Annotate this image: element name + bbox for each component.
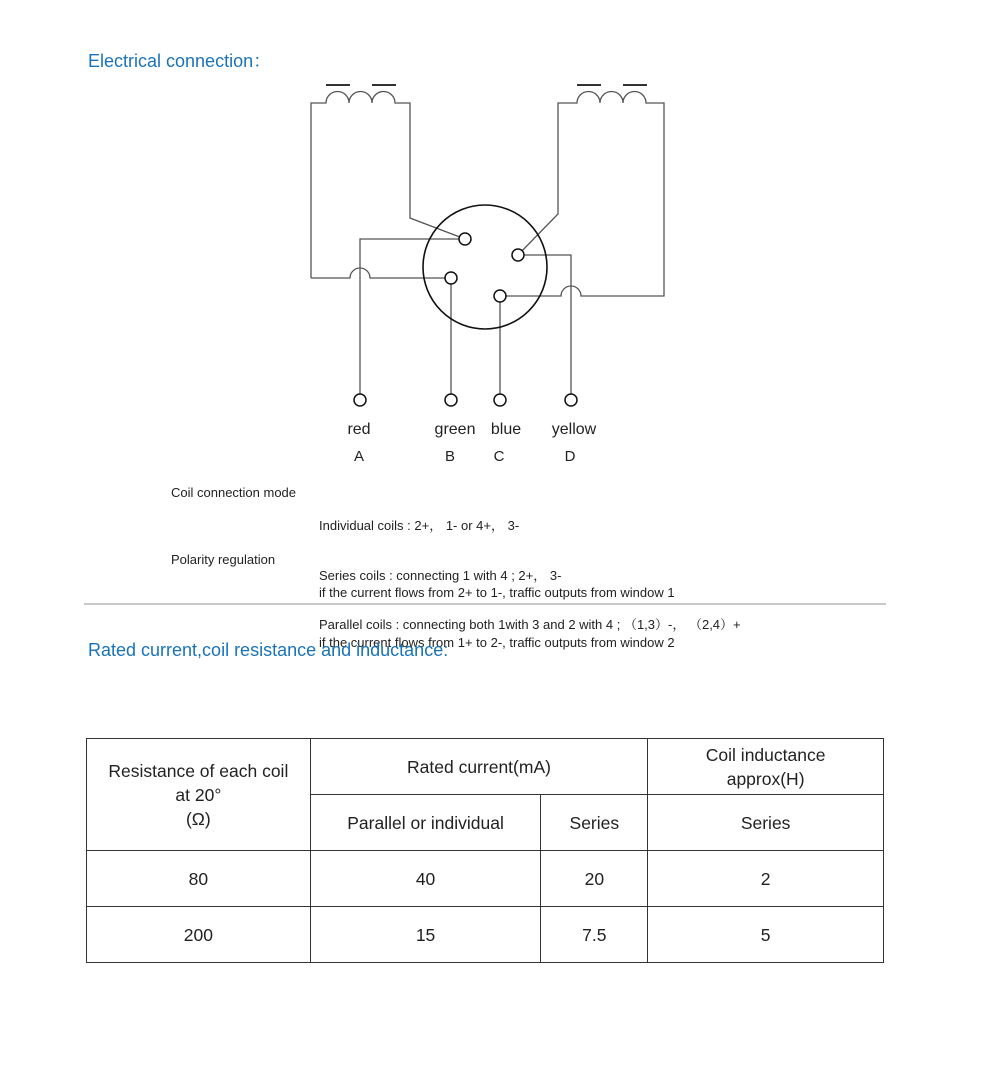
- coil-mode-line: Series coils : connecting 1 with 4 ; 2+， 3-: [319, 567, 562, 583]
- terminal-yellow-icon: [565, 394, 577, 406]
- pin-label-red: red: [347, 421, 371, 438]
- pin-label-blue: blue: [490, 421, 522, 438]
- pin-label-green: green: [434, 421, 476, 438]
- table-header-row: [87, 739, 884, 795]
- pin-1-icon: [459, 233, 471, 245]
- table-row: [87, 851, 884, 907]
- terminal-blue-icon: [494, 394, 506, 406]
- cell-series: 20: [541, 851, 648, 907]
- subheader-inductance-series: Series: [648, 795, 884, 851]
- subheader-parallel: Parallel or individual: [310, 795, 541, 851]
- coil-mode-line: Individual coils : 2+， 1- or 4+， 3-: [319, 518, 520, 533]
- pin-letter-a: A: [353, 448, 365, 465]
- pin-letter-b: B: [444, 448, 456, 465]
- cell-inductance: 5: [648, 907, 884, 963]
- polarity-line: if the current flows from 2+ to 1-, traffic outputs from window 1: [319, 585, 675, 600]
- cell-parallel: 40: [310, 851, 541, 907]
- header-resistance-line: Resistance of each coil: [108, 760, 289, 781]
- cell-inductance: 2: [648, 851, 884, 907]
- header-resistance-line: at 20°: [175, 784, 222, 805]
- connector-body-icon: [423, 205, 547, 329]
- pin-4-icon: [494, 290, 506, 302]
- header-inductance: [648, 739, 884, 795]
- cell-parallel: 15: [310, 907, 541, 963]
- header-resistance: [87, 739, 311, 851]
- table-row: [87, 907, 884, 963]
- section-title-electrical-connection: Electrical connection：: [88, 51, 272, 71]
- subheader-series: Series: [541, 795, 648, 851]
- cell-series: 7.5: [541, 907, 648, 963]
- polarity-regulation-label: Polarity regulation: [171, 552, 276, 567]
- coil-left-icon: [311, 85, 465, 278]
- coil-mode-line: Parallel coils : connecting both 1with 3 and 2 with 4 ; （1,3）-， （2,4）+: [319, 617, 741, 632]
- rated-current-table: [86, 738, 884, 963]
- wiring-diagram: [0, 0, 986, 470]
- section-divider: [84, 603, 886, 605]
- section-title-rated-current: Rated current,coil resistance and inductance:: [88, 640, 449, 660]
- pin-3-icon: [445, 272, 457, 284]
- coil-connection-mode-label: Coil connection mode: [171, 485, 297, 500]
- cell-resistance: 200: [87, 907, 311, 963]
- coil-right-icon: [500, 85, 664, 296]
- pin-letter-c: C: [493, 448, 505, 465]
- pin-letter-d: D: [564, 448, 576, 465]
- header-rated-current: Rated current(mA): [310, 739, 648, 795]
- header-inductance-line: Coil inductance: [705, 744, 826, 765]
- cell-resistance: 80: [87, 851, 311, 907]
- terminal-red-icon: [354, 394, 366, 406]
- header-inductance-line: approx(H): [726, 768, 805, 789]
- polarity-line: if the current flows from 1+ to 2-, traffic outputs from window 2: [319, 634, 675, 650]
- pin-2-icon: [512, 249, 524, 261]
- pin-label-yellow: yellow: [551, 421, 597, 438]
- terminal-green-icon: [445, 394, 457, 406]
- header-resistance-line: (Ω): [185, 808, 211, 829]
